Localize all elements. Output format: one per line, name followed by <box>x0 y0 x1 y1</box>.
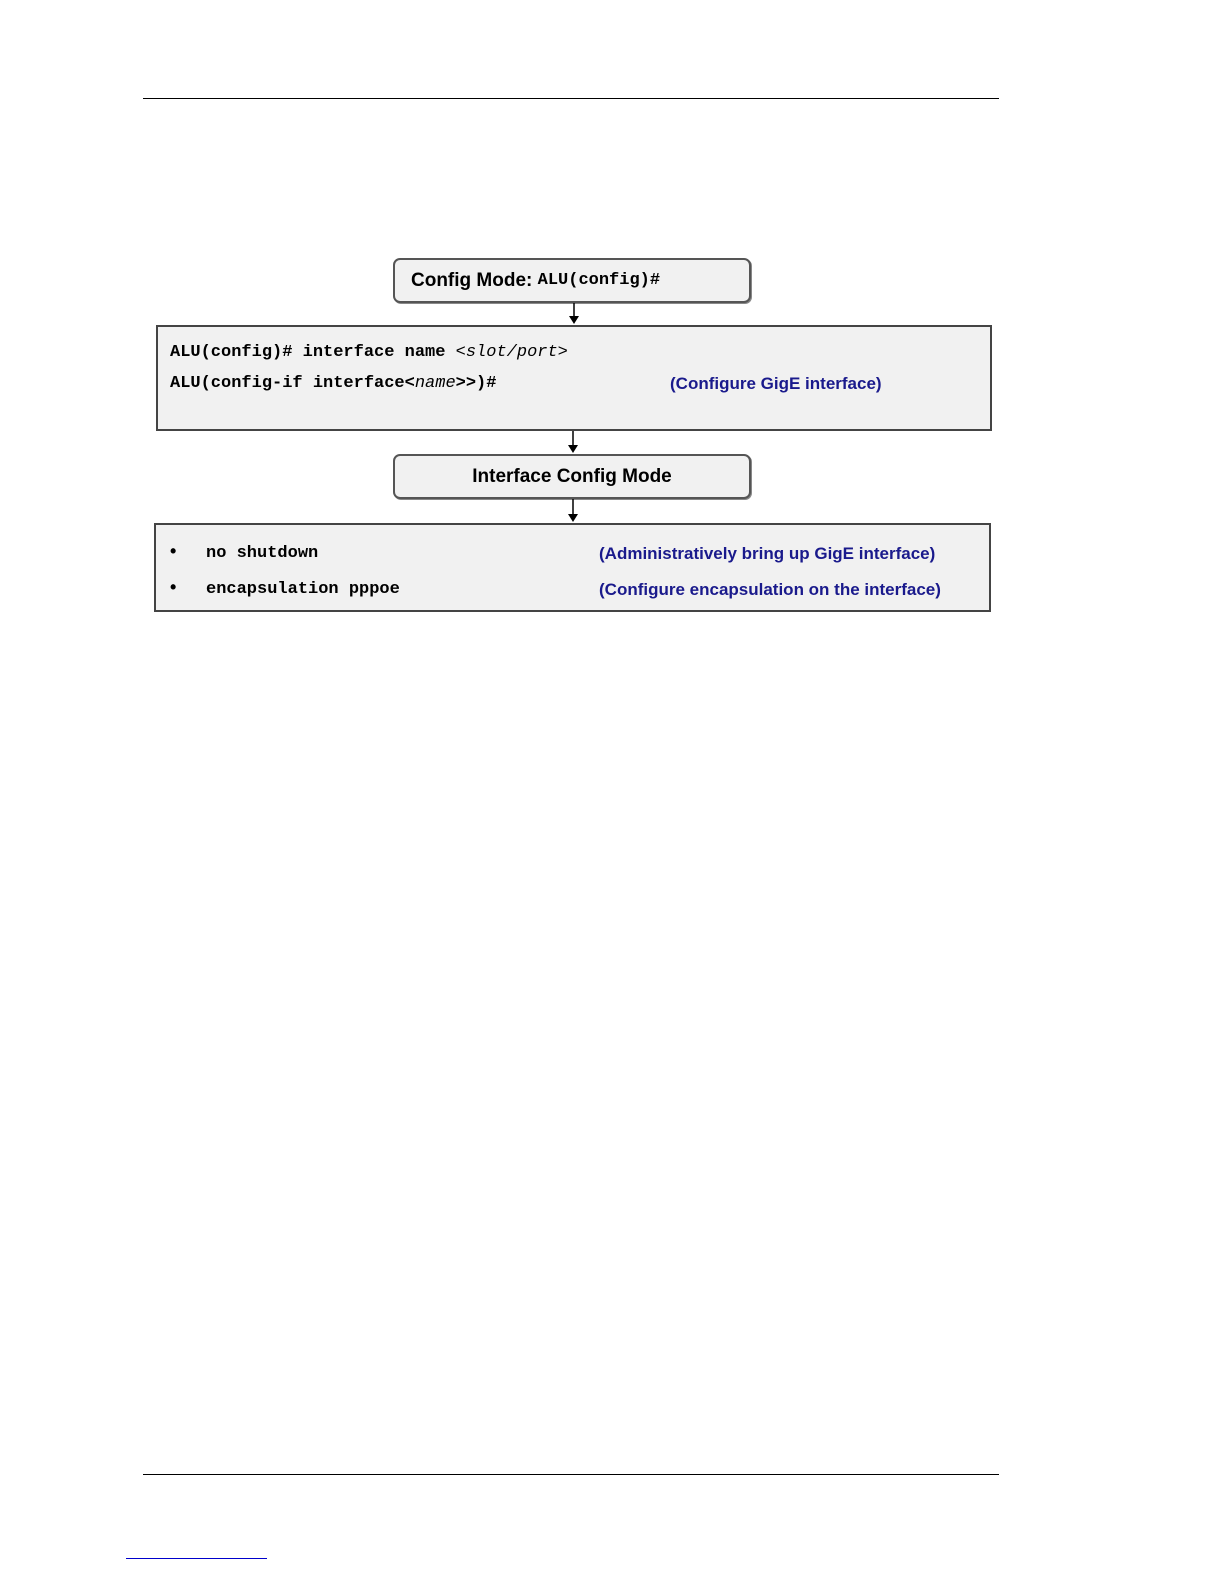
interface-command-panel <box>156 325 992 431</box>
interface-config-mode-box <box>393 454 751 499</box>
command-note: (Configure encapsulation on the interface) <box>599 580 941 599</box>
interface-command-list <box>154 523 991 612</box>
config-mode-prompt: ALU(config)# <box>537 271 661 290</box>
bullet-icon: • <box>170 541 177 561</box>
config-mode-label: Config Mode: <box>411 269 533 291</box>
command-note: (Administratively bring up GigE interface) <box>599 544 936 563</box>
command-no-shutdown: no shutdown <box>206 544 319 563</box>
interface-config-mode-label: Interface Config Mode <box>472 465 672 487</box>
command-line-prompt: ALU(config-if interface<name>>)# <box>170 374 497 393</box>
arrow-down-icon <box>567 431 579 454</box>
configure-gige-note: (Configure GigE interface) <box>670 374 882 393</box>
config-mode-box <box>393 258 751 303</box>
footer-rule <box>143 1474 999 1475</box>
command-encapsulation-pppoe: encapsulation pppoe <box>206 580 400 599</box>
arrow-down-icon <box>567 499 579 523</box>
command-line-interface: ALU(config)# interface name <slot/port> <box>170 343 568 362</box>
arrow-down-icon <box>568 303 580 325</box>
header-rule <box>143 98 999 99</box>
footer-link-underline <box>126 1558 267 1559</box>
bullet-icon: • <box>170 577 177 597</box>
